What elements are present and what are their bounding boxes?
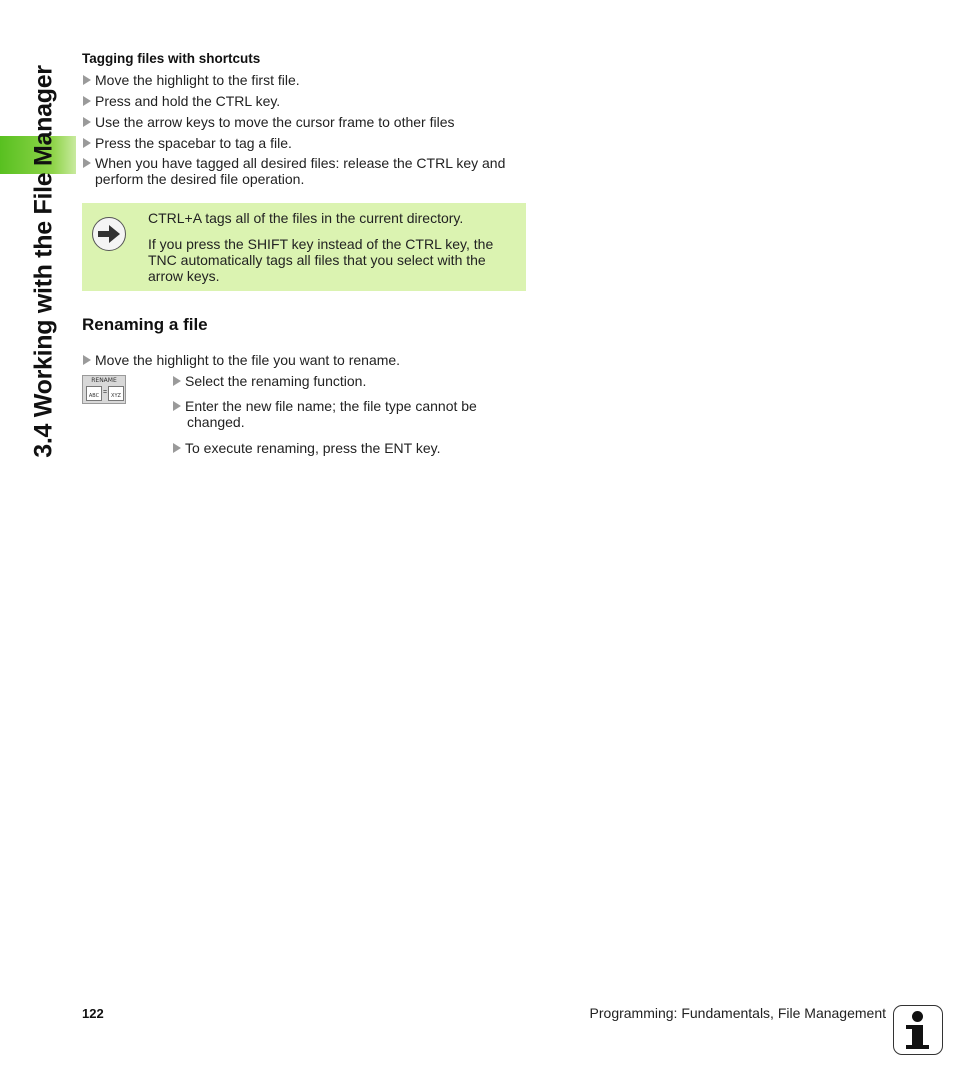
document-icon: XYZ	[108, 386, 124, 401]
tagging-heading: Tagging files with shortcuts	[82, 51, 261, 66]
bullet-triangle-icon	[83, 96, 91, 106]
rename-softkey-label: RENAME	[91, 377, 117, 384]
bullet-triangle-icon	[83, 75, 91, 85]
renaming-step-continuation: changed.	[187, 414, 245, 430]
arrow-right-icon	[92, 217, 126, 251]
document-icon: ABC	[86, 386, 102, 401]
bullet-triangle-icon	[173, 376, 181, 386]
renaming-step: Select the renaming function.	[172, 373, 366, 389]
tagging-step: Use the arrow keys to move the cursor frame to other files	[82, 114, 454, 130]
note-line: If you press the SHIFT key instead of the CTRL key, the	[148, 236, 494, 252]
bullet-triangle-icon	[83, 138, 91, 148]
bullet-triangle-icon	[83, 158, 91, 168]
tagging-step-continuation: perform the desired file operation.	[95, 171, 305, 187]
tagging-step: When you have tagged all desired files: release the CTRL key and	[82, 155, 505, 171]
rename-softkey-button[interactable]	[82, 375, 126, 404]
bullet-triangle-icon	[83, 117, 91, 127]
page-number: 122	[82, 1006, 104, 1021]
tagging-step: Press and hold the CTRL key.	[82, 93, 280, 109]
footer-title: Programming: Fundamentals, File Management	[589, 1005, 886, 1021]
renaming-intro-step: Move the highlight to the file you want to rename.	[82, 352, 400, 368]
renaming-step: Enter the new file name; the file type cannot be	[172, 398, 477, 414]
note-line: TNC automatically tags all files that you select with the	[148, 252, 486, 268]
renaming-heading: Renaming a file	[82, 315, 208, 334]
tagging-step: Move the highlight to the first file.	[82, 72, 300, 88]
bullet-triangle-icon	[173, 401, 181, 411]
chapter-title-vertical	[24, 50, 64, 472]
chapter-title-text: 3.4 Working with the File Manager	[29, 64, 58, 458]
bullet-triangle-icon	[83, 355, 91, 365]
info-icon	[893, 1005, 943, 1055]
note-line: CTRL+A tags all of the files in the current directory.	[148, 210, 464, 226]
softkey-separator: =	[102, 389, 108, 396]
note-line: arrow keys.	[148, 268, 220, 284]
tagging-step: Press the spacebar to tag a file.	[82, 135, 292, 151]
arrow-right-icon-glyph	[97, 223, 121, 245]
renaming-step: To execute renaming, press the ENT key.	[172, 440, 441, 456]
bullet-triangle-icon	[173, 443, 181, 453]
